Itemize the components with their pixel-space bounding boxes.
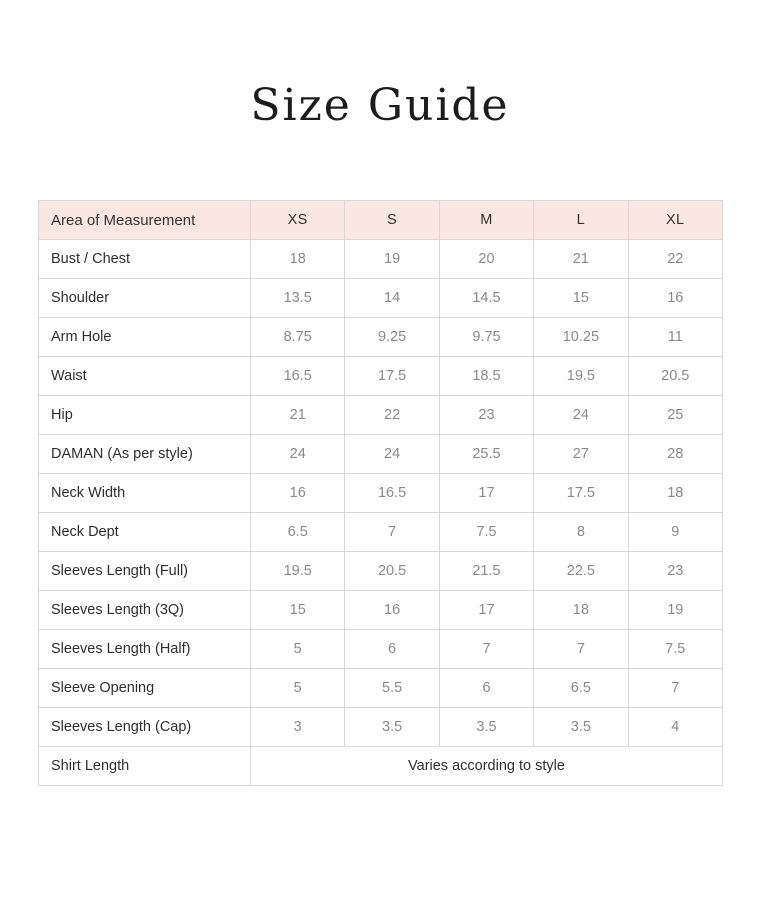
row-value: 7.5 [439,513,533,552]
table-row [39,591,723,630]
row-label: Sleeves Length (Half) [39,630,251,669]
row-label: Shirt Length [39,747,251,786]
row-label: Shoulder [39,279,251,318]
column-header-l: L [534,201,628,240]
row-label: Sleeves Length (Full) [39,552,251,591]
row-value: 18 [534,591,628,630]
size-guide-table [38,200,723,786]
row-value: 11 [628,318,722,357]
table-row [39,240,723,279]
row-value: 22 [628,240,722,279]
column-header-xs: XS [251,201,345,240]
table-row [39,630,723,669]
row-label: Sleeves Length (3Q) [39,591,251,630]
row-value: 5.5 [345,669,439,708]
row-label: Neck Width [39,474,251,513]
row-value: 22 [345,396,439,435]
row-value: 6.5 [534,669,628,708]
row-value: 22.5 [534,552,628,591]
row-value: 16.5 [251,357,345,396]
row-value: 18 [628,474,722,513]
row-label: Neck Dept [39,513,251,552]
row-merged-value: Varies according to style [251,747,723,786]
table-body [39,240,723,786]
row-value: 3.5 [345,708,439,747]
row-value: 7 [439,630,533,669]
row-value: 3.5 [439,708,533,747]
row-value: 16 [628,279,722,318]
column-header-xl: XL [628,201,722,240]
row-value: 25 [628,396,722,435]
column-header-area: Area of Measurement [39,201,251,240]
row-value: 7 [628,669,722,708]
row-value: 23 [439,396,533,435]
table-row [39,552,723,591]
row-label: Sleeve Opening [39,669,251,708]
row-value: 21.5 [439,552,533,591]
row-value: 9.75 [439,318,533,357]
row-value: 10.25 [534,318,628,357]
row-value: 6.5 [251,513,345,552]
row-value: 19.5 [534,357,628,396]
row-value: 8.75 [251,318,345,357]
table-row [39,708,723,747]
row-value: 4 [628,708,722,747]
row-value: 15 [534,279,628,318]
row-value: 17 [439,591,533,630]
table-header-row [39,201,723,240]
row-value: 24 [251,435,345,474]
row-value: 19 [345,240,439,279]
row-value: 28 [628,435,722,474]
table-row [39,318,723,357]
row-value: 27 [534,435,628,474]
row-value: 21 [251,396,345,435]
row-value: 19.5 [251,552,345,591]
size-guide-table-wrapper [38,200,722,786]
row-value: 23 [628,552,722,591]
row-value: 9 [628,513,722,552]
row-label: DAMAN (As per style) [39,435,251,474]
row-value: 13.5 [251,279,345,318]
row-value: 24 [345,435,439,474]
row-value: 14.5 [439,279,533,318]
row-value: 5 [251,630,345,669]
table-row [39,279,723,318]
row-value: 18.5 [439,357,533,396]
row-value: 17.5 [345,357,439,396]
row-value: 20.5 [345,552,439,591]
row-value: 15 [251,591,345,630]
row-value: 8 [534,513,628,552]
row-value: 20 [439,240,533,279]
column-header-m: M [439,201,533,240]
row-value: 7 [534,630,628,669]
row-value: 17 [439,474,533,513]
table-row [39,357,723,396]
row-value: 3.5 [534,708,628,747]
table-row [39,435,723,474]
row-label: Arm Hole [39,318,251,357]
row-value: 20.5 [628,357,722,396]
row-value: 16 [251,474,345,513]
row-value: 18 [251,240,345,279]
row-value: 7.5 [628,630,722,669]
row-label: Hip [39,396,251,435]
row-value: 24 [534,396,628,435]
row-label: Bust / Chest [39,240,251,279]
row-value: 6 [439,669,533,708]
row-value: 7 [345,513,439,552]
row-value: 3 [251,708,345,747]
row-label: Waist [39,357,251,396]
row-value: 19 [628,591,722,630]
row-value: 14 [345,279,439,318]
row-value: 6 [345,630,439,669]
row-value: 16 [345,591,439,630]
table-row [39,513,723,552]
column-header-s: S [345,201,439,240]
row-value: 5 [251,669,345,708]
table-header [39,201,723,240]
table-row [39,669,723,708]
page-title: Size Guide [250,80,510,131]
row-value: 25.5 [439,435,533,474]
row-value: 16.5 [345,474,439,513]
table-row-shirt-length [39,747,723,786]
row-value: 9.25 [345,318,439,357]
table-row [39,474,723,513]
row-value: 17.5 [534,474,628,513]
row-value: 21 [534,240,628,279]
row-label: Sleeves Length (Cap) [39,708,251,747]
table-row [39,396,723,435]
